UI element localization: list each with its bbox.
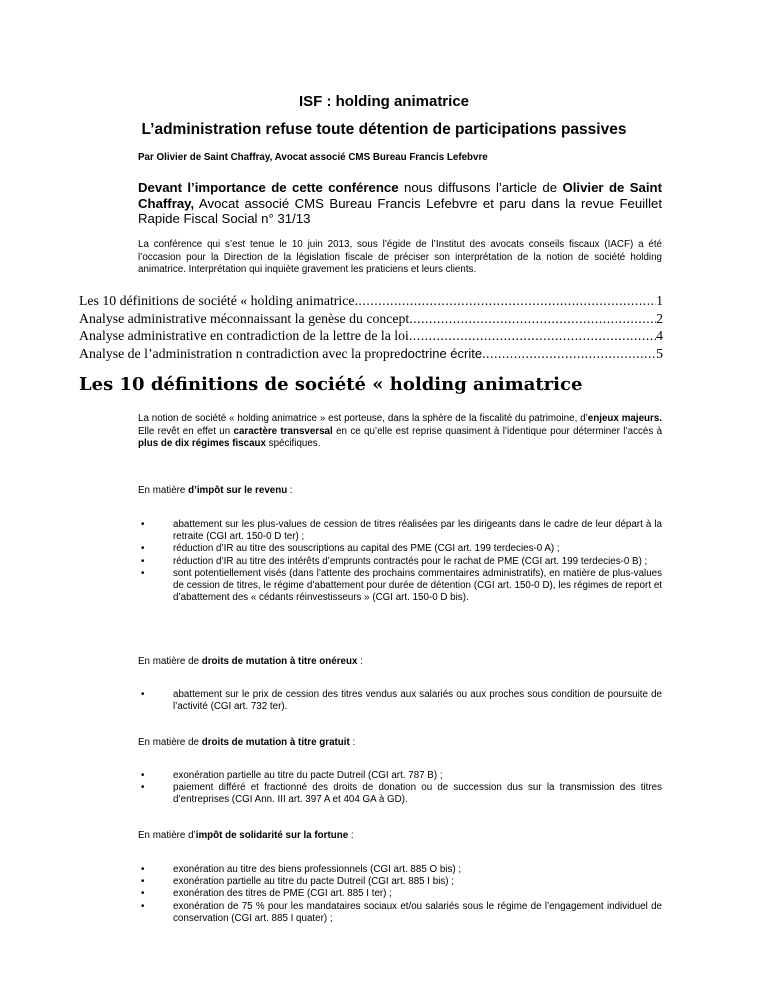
group-intro-transfer-onerous: [138, 656, 662, 669]
toc-entry-page: 5: [656, 345, 663, 361]
group-intro-text: En matière: [138, 485, 189, 496]
table-of-contents: [79, 292, 663, 362]
bullet-list-income-tax: [138, 519, 662, 604]
toc-entry[interactable]: [79, 310, 663, 328]
bullet-list-transfer-onerous: [138, 689, 662, 713]
list-item-text: exonération partielle au titre du pacte Dutreil (CGI art. 787 B) ;: [173, 770, 443, 781]
toc-entry-title: Les 10 définitions de société « holding animatrice: [79, 293, 355, 308]
bullet-icon: •: [141, 864, 145, 875]
bullet-list-wealth-tax: [138, 864, 662, 925]
summary-paragraph: La conférence qui s’est tenue le 10 juin 2013, sous l’égide de l’Institut des avocats conseils fiscaux (IACF) a été l’occasion pour la Direction de la législation fiscale de préciser son interprétation de la notion de société holding animatrice. Interprétation qui inquiète gravement les praticiens et leurs clients.: [138, 239, 662, 275]
list-item-text: paiement différé et fractionné des droits de donation ou de succession dus sur la transmission des titres d’entreprises (CGI Ann. III art. 397 A et 404 GA à GD).: [173, 782, 662, 806]
list-item-text: sont potentiellement visés (dans l’attente des prochains commentaires administratifs), en matière de plus-values de cession de titres, le régime d’abattement pour durée de détention (CGI art. 150-0 D), les régimes de report et d’abattement des « cédants réinvestisseurs » (CGI art. 150-0 D bis).: [173, 567, 662, 604]
list-item-text: exonération des titres de PME (CGI art. 885 I ter) ;: [173, 888, 392, 900]
group-intro-text: :: [287, 485, 293, 496]
list-item-text: réduction d’IR au titre des souscriptions au capital des PME (CGI art. 199 terdecies-0 A) ;: [173, 543, 560, 555]
bullet-list-transfer-free: [138, 770, 662, 807]
group-intro-transfer-free: [138, 737, 662, 750]
group-intro-income-tax: [138, 485, 662, 498]
intro-text-2: Avocat associé CMS Bureau Francis Lefebvre et paru dans la revue Feuillet Rapide Fiscal Social n° 31/13: [138, 195, 662, 226]
list-item: [138, 689, 662, 713]
group-intro-bold: droits de mutation à titre onéreux: [201, 656, 358, 667]
toc-entry-page: 1: [656, 293, 663, 308]
bullet-icon: •: [141, 888, 145, 900]
toc-leader-dots: [482, 345, 656, 363]
intro-bold-2: Olivier de Saint Chaffray,: [138, 180, 663, 211]
toc-entry-title-extra: doctrine écrite: [400, 345, 483, 361]
bullet-icon: •: [141, 567, 145, 579]
list-item-text: exonération partielle au titre du pacte Dutreil (CGI art. 885 I bis) ;: [173, 876, 454, 888]
document-subtitle: L’administration refuse toute détention de participations passives: [141, 121, 627, 138]
para-bold: caractère transversal: [233, 425, 333, 437]
group-intro-text: :: [349, 737, 356, 748]
list-item: [138, 864, 662, 876]
section-heading: Les 10 définitions de société « holding animatrice: [79, 374, 583, 395]
intro-text-1: nous diffusons l’article de: [398, 180, 563, 195]
bullet-icon: •: [141, 770, 145, 781]
list-item-text: exonération de 75 % pour les mandataires sociaux et/ou salariés sous le régime de l’engagement individuel de conservation (CGI art. 885 I quater) ;: [173, 900, 662, 924]
bullet-icon: •: [141, 555, 145, 567]
para-text: La notion de société « holding animatrice » est porteuse, dans la sphère de la fiscalité du patrimoine, d’: [138, 413, 588, 424]
group-intro-bold: d’impôt sur le revenu: [188, 485, 288, 496]
toc-entry[interactable]: [79, 327, 663, 345]
list-item: [138, 888, 662, 900]
para-text: en ce qu’elle est reprise quasiment à l’identique pour déterminer l’accès à: [332, 425, 663, 437]
toc-entry-title: Analyse de l’administration n contradiction avec la propre: [79, 345, 401, 361]
list-item-text: abattement sur les plus-values de cession de titres réalisées par les dirigeants dans le cadre de leur départ à la retraite (CGI art. 150-0 D ter) ;: [173, 519, 662, 543]
toc-entry-page: 4: [656, 328, 663, 343]
list-item: [138, 770, 662, 782]
toc-entry[interactable]: [79, 345, 663, 363]
intro-paragraph: [138, 180, 662, 227]
para-text: Elle revêt en effet un: [138, 425, 234, 437]
bullet-icon: •: [141, 689, 145, 700]
para-text: spécifiques.: [265, 438, 321, 449]
list-item-text: exonération au titre des biens professionnels (CGI art. 885 O bis) ;: [173, 864, 462, 875]
list-item: [138, 519, 662, 543]
group-intro-bold: droits de mutation à titre gratuit: [201, 737, 350, 748]
list-item: [138, 556, 662, 568]
document-title: ISF : holding animatrice: [298, 93, 470, 110]
para-bold: enjeux majeurs.: [587, 413, 663, 424]
group-intro-wealth-tax: [138, 830, 662, 843]
group-intro-text: :: [348, 830, 354, 841]
para-bold: plus de dix régimes fiscaux: [138, 438, 266, 449]
toc-entry-title: Analyse administrative méconnaissant la genèse du concept: [79, 310, 410, 326]
bullet-icon: •: [141, 543, 145, 555]
byline: Par Olivier de Saint Chaffray, Avocat associé CMS Bureau Francis Lefebvre: [138, 152, 488, 163]
toc-leader-dots: [409, 310, 656, 328]
group-intro-text: En matière de: [138, 656, 202, 667]
toc-leader-dots: [409, 327, 656, 345]
list-item-text: réduction d’IR au titre des intérêts d’emprunts contractés pour le rachat de PME (CGI art. 199 terdecies-0 B) ;: [173, 555, 648, 567]
group-intro-text: En matière de: [138, 737, 202, 748]
bullet-icon: •: [141, 782, 145, 794]
toc-leader-dots: [354, 292, 656, 310]
bullet-icon: •: [141, 519, 145, 530]
bullet-icon: •: [141, 876, 145, 888]
list-item: [138, 901, 662, 925]
toc-entry-page: 2: [656, 310, 663, 326]
toc-entry-title: Analyse administrative en contradiction de la lettre de la loi: [79, 328, 409, 343]
toc-entry[interactable]: [79, 292, 663, 310]
list-item: [138, 568, 662, 605]
list-item-text: abattement sur le prix de cession des titres vendus aux salariés ou aux proches sous condition de poursuite de l’activité (CGI art. 732 ter).: [173, 689, 662, 713]
bullet-icon: •: [141, 900, 145, 912]
intro-bold-1: Devant l’importance de cette conférence: [138, 180, 399, 195]
group-intro-bold: impôt de solidarité sur la fortune: [195, 830, 349, 841]
list-item: [138, 876, 662, 888]
group-intro-text: En matière d’: [138, 830, 196, 841]
group-intro-text: :: [357, 656, 363, 667]
list-item: [138, 782, 662, 806]
list-item: [138, 543, 662, 555]
section-paragraph: [138, 413, 662, 451]
